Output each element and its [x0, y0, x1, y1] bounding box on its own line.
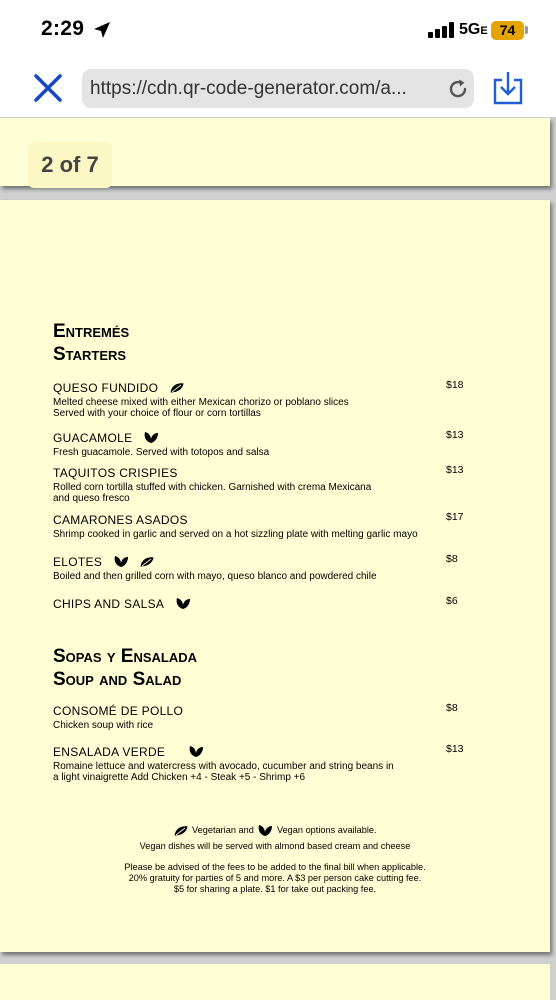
- location-arrow-icon: [93, 21, 111, 39]
- starters-title-es: Entremés: [53, 321, 130, 342]
- next-page: [0, 964, 550, 1000]
- battery-cap: [525, 26, 528, 34]
- menu-page: [0, 200, 550, 952]
- item-name: CAMARONES ASADOS: [53, 513, 188, 527]
- item-name: TAQUITOS CRISPIES: [53, 466, 178, 480]
- menu-item: [53, 743, 493, 783]
- menu-item: [53, 379, 493, 419]
- browser-toolbar: [0, 60, 556, 118]
- document-viewer[interactable]: [0, 118, 556, 1000]
- vegan-icon: [143, 431, 159, 444]
- item-name: QUESO FUNDIDO: [53, 381, 159, 395]
- item-desc: and queso fresco: [53, 493, 130, 504]
- legend-vegan-label: Vegan options available.: [276, 824, 377, 835]
- menu-item: [53, 429, 493, 458]
- menu-item: [53, 464, 493, 504]
- vegan-icon: [175, 597, 191, 610]
- item-price: $13: [446, 429, 464, 441]
- status-time: 2:29: [41, 17, 85, 40]
- soups-title-en: Soup and Salad: [53, 669, 182, 690]
- item-name: CHIPS AND SALSA: [53, 597, 165, 611]
- item-name: ENSALADA VERDE: [53, 745, 166, 759]
- vegan-note: Vegan dishes will be served with almond based cream and cheese: [139, 841, 411, 851]
- url-text[interactable]: https://cdn.qr-code-generator.com/a...: [90, 78, 407, 99]
- page-indicator: 2 of 7: [28, 142, 112, 188]
- vegetarian-icon: [169, 382, 185, 394]
- network-type: 5GE: [459, 21, 488, 38]
- item-desc: Rolled corn tortilla stuffed with chicken. Garnished with crema Mexicana: [53, 482, 372, 493]
- menu-item: [53, 702, 493, 731]
- menu-item: [53, 595, 493, 613]
- starters-title-en: Starters: [53, 344, 127, 365]
- soups-title-es: Sopas y Ensalada: [53, 646, 198, 667]
- share-download-icon[interactable]: [492, 70, 524, 106]
- item-price: $8: [446, 702, 458, 714]
- battery-indicator: 74: [491, 21, 524, 40]
- item-desc: Fresh guacamole. Served with totopos and salsa: [53, 447, 270, 458]
- vegetarian-icon: [173, 825, 189, 837]
- item-name: GUACAMOLE: [53, 431, 133, 445]
- item-price: $13: [446, 743, 464, 755]
- status-bar: [0, 0, 556, 60]
- item-price: $18: [446, 379, 464, 391]
- close-icon[interactable]: [32, 72, 64, 104]
- reload-icon[interactable]: [446, 77, 470, 101]
- vegan-icon: [256, 824, 274, 837]
- fees-note: 20% gratuity for parties of 5 and more. A $3 per person cake cutting fee.: [128, 873, 422, 883]
- item-name: ELOTES: [53, 555, 103, 569]
- vegan-icon: [113, 555, 129, 568]
- item-desc: Melted cheese mixed with either Mexican chorizo or poblano slices: [53, 397, 349, 408]
- menu-item: [53, 553, 493, 582]
- item-price: $17: [446, 511, 464, 523]
- fees-note: $5 for sharing a plate. $1 for take out packing fee.: [173, 884, 377, 894]
- item-desc: Boiled and then grilled corn with mayo, queso blanco and powdered chile: [53, 571, 377, 582]
- item-price: $13: [446, 464, 464, 476]
- fees-note: Please be advised of the fees to be added to the final bill when applicable.: [124, 862, 426, 872]
- menu-item: [53, 511, 493, 540]
- item-desc: Shrimp cooked in garlic and served on a hot sizzling plate with melting garlic mayo: [53, 529, 418, 540]
- item-price: $8: [446, 553, 458, 565]
- address-bar[interactable]: [82, 69, 474, 108]
- item-desc: a light vinaigrette Add Chicken +4 - Steak +5 - Shrimp +6: [53, 772, 306, 783]
- diet-legend: [0, 824, 550, 837]
- cellular-signal-icon: [428, 22, 456, 38]
- vegetarian-icon: [139, 556, 155, 568]
- item-desc: Romaine lettuce and watercress with avocado, cucumber and string beans in: [53, 761, 394, 772]
- item-price: $6: [446, 595, 458, 607]
- item-desc: Served with your choice of flour or corn tortillas: [53, 408, 261, 419]
- item-name: CONSOMÉ DE POLLO: [53, 704, 184, 718]
- item-desc: Chicken soup with rice: [53, 720, 154, 731]
- legend-vegetarian-label: Vegetarian and: [192, 824, 254, 835]
- vegan-icon: [188, 745, 204, 758]
